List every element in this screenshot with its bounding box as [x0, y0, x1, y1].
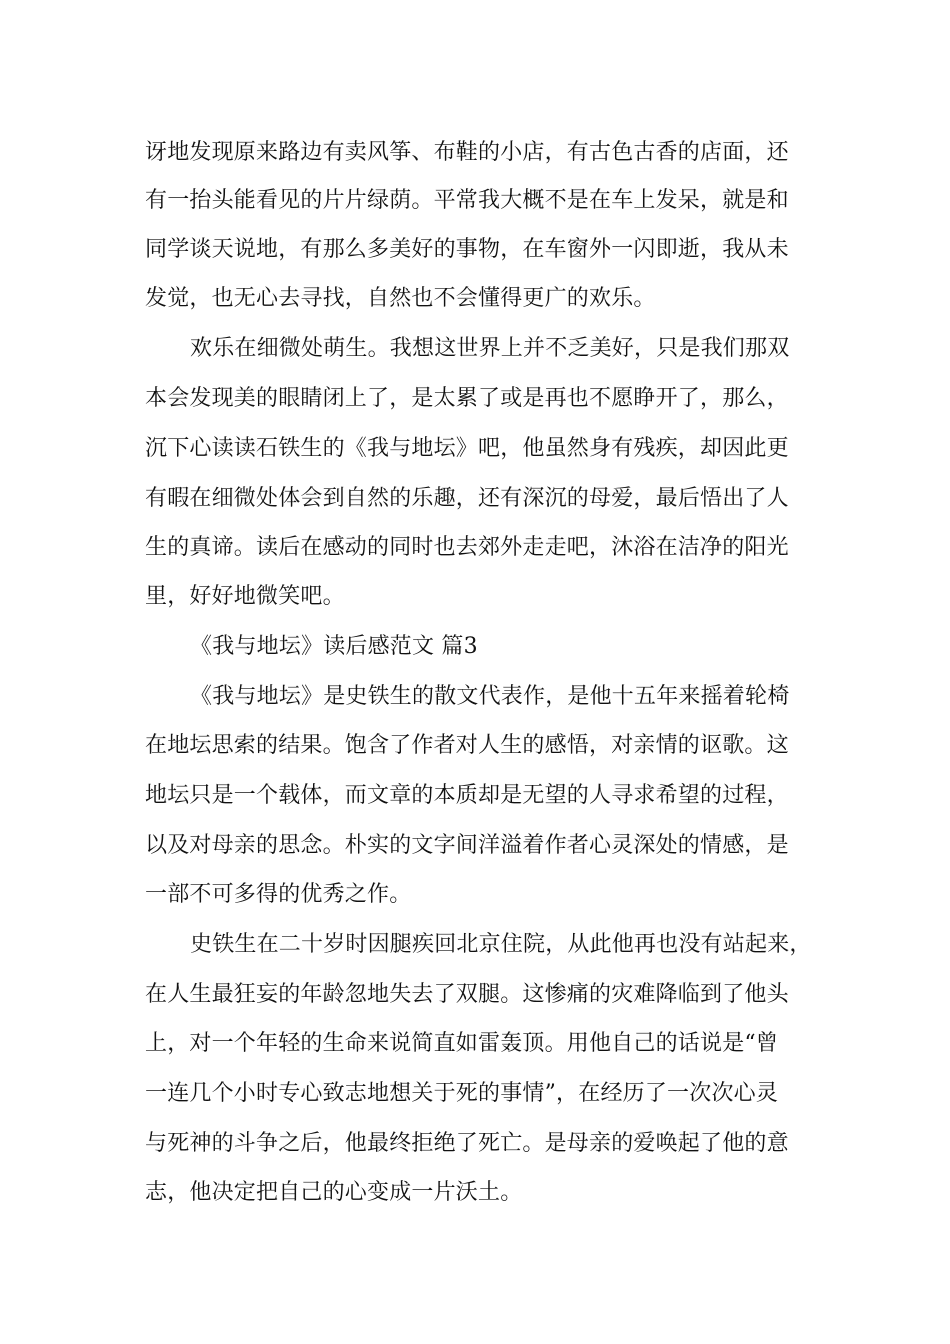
text-line: 在人生最狂妄的年龄忽地失去了双腿。这惨痛的灾难降临到了他头: [145, 982, 789, 1007]
text-line: 同学谈天说地，有那么多美好的事物，在车窗外一闪即逝，我从未: [145, 237, 789, 262]
text-line: 一连几个小时专心致志地想关于死的事情”，在经历了一次次心灵: [145, 1081, 779, 1106]
text-line: 发觉，也无心去寻找，自然也不会懂得更广的欢乐。: [145, 286, 656, 311]
text-line: 讶地发现原来路边有卖风筝、布鞋的小店，有古色古香的店面，还: [145, 140, 789, 165]
paragraph-first-line: 《我与地坛》是史铁生的散文代表作，是他十五年来摇着轮椅: [190, 684, 790, 709]
paragraph-first-line: 欢乐在细微处萌生。我想这世界上并不乏美好，只是我们那双: [190, 336, 790, 361]
text-line: 一部不可多得的优秀之作。: [145, 882, 412, 907]
text-line: 以及对母亲的思念。朴实的文字间洋溢着作者心灵深处的情感，是: [145, 833, 789, 858]
text-line: 地坛只是一个载体，而文章的本质却是无望的人寻求希望的过程，: [145, 783, 789, 808]
text-line: 在地坛思索的结果。饱含了作者对人生的感悟，对亲情的讴歌。这: [145, 733, 789, 758]
text-line: 里，好好地微笑吧。: [145, 584, 345, 609]
paragraph-first-line: 史铁生在二十岁时因腿疾回北京住院，从此他再也没有站起来，: [190, 932, 812, 957]
text-line: 有一抬头能看见的片片绿荫。平常我大概不是在车上发呆，就是和: [145, 188, 789, 213]
text-line: 志，他决定把自己的心变成一片沃土。: [145, 1180, 523, 1205]
text-line: 与死神的斗争之后，他最终拒绝了死亡。是母亲的爱唤起了他的意: [145, 1131, 789, 1156]
text-line: 生的真谛。读后在感动的同时也去郊外走走吧，沐浴在洁净的阳光: [145, 535, 789, 560]
text-line: 沉下心读读石铁生的《我与地坛》吧，他虽然身有残疾，却因此更: [145, 436, 789, 461]
text-line: 本会发现美的眼睛闭上了，是太累了或是再也不愿睁开了，那么，: [145, 386, 789, 411]
text-line: 有暇在细微处体会到自然的乐趣，还有深沉的母爱，最后悟出了人: [145, 486, 789, 511]
section-heading: 《我与地坛》读后感范文 篇3: [190, 634, 478, 659]
text-line: 上，对一个年轻的生命来说简直如雷轰顶。用他自己的话说是“曾: [145, 1031, 779, 1056]
